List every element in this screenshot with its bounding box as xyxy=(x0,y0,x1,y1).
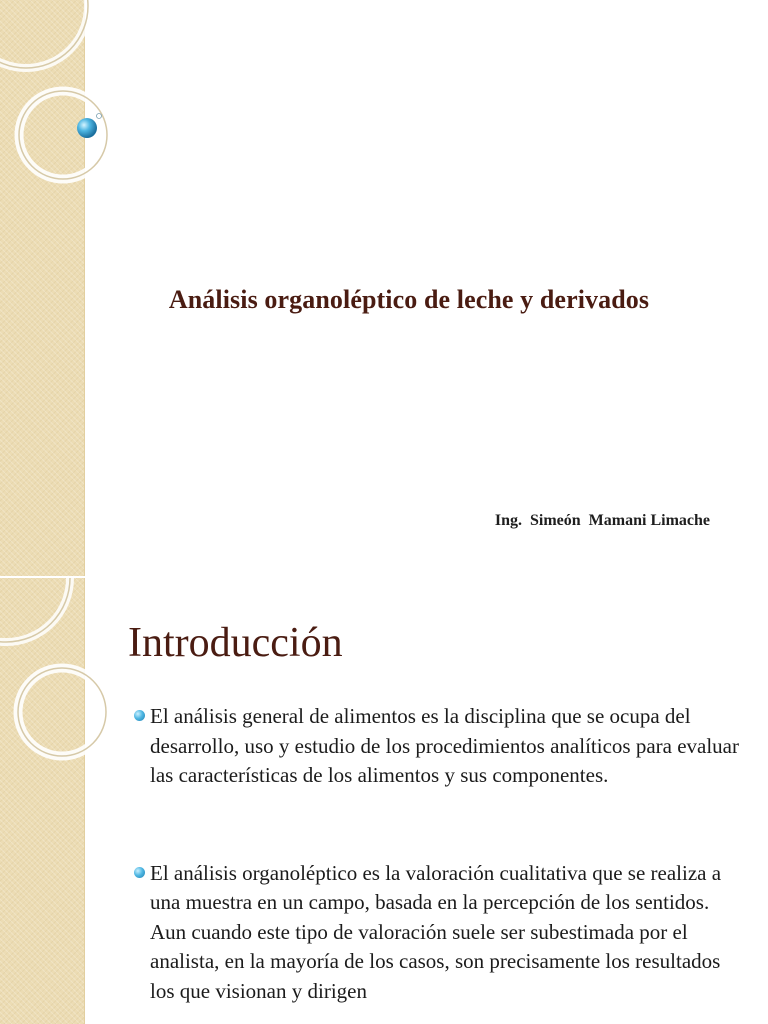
bullet-item xyxy=(150,702,746,791)
bullet-orb-icon xyxy=(134,867,145,878)
bullet-item xyxy=(150,859,746,1007)
presentation-title: Análisis organoléptico de leche y derivados xyxy=(168,285,650,314)
ring-decoration-icon xyxy=(0,0,110,200)
author-name: Ing. Simeón Mamani Limache xyxy=(494,512,710,529)
ring-decoration-icon xyxy=(0,578,110,778)
bullet-orb-icon xyxy=(134,710,145,721)
bullet-text: El análisis general de alimentos es la disciplina que se ocupa del desarrollo, uso y estudio de los procedimientos analíticos para evaluar las características de los alimentos y sus componentes. xyxy=(150,704,739,787)
bullet-text: El análisis organoléptico es la valoración cualitativa que se realiza a una muestra en un campo, basada en la percepción de los sentidos. Aun cuando este tipo de valoración suele ser subestimada por el analista, en la mayoría de los casos, son precisamente los resultados los que visionan y dirigen xyxy=(150,860,722,1003)
bullet-list xyxy=(150,702,746,1006)
section-heading: Introducción xyxy=(128,620,343,666)
introduction-slide xyxy=(0,578,768,1024)
blue-orb-icon xyxy=(76,117,98,139)
